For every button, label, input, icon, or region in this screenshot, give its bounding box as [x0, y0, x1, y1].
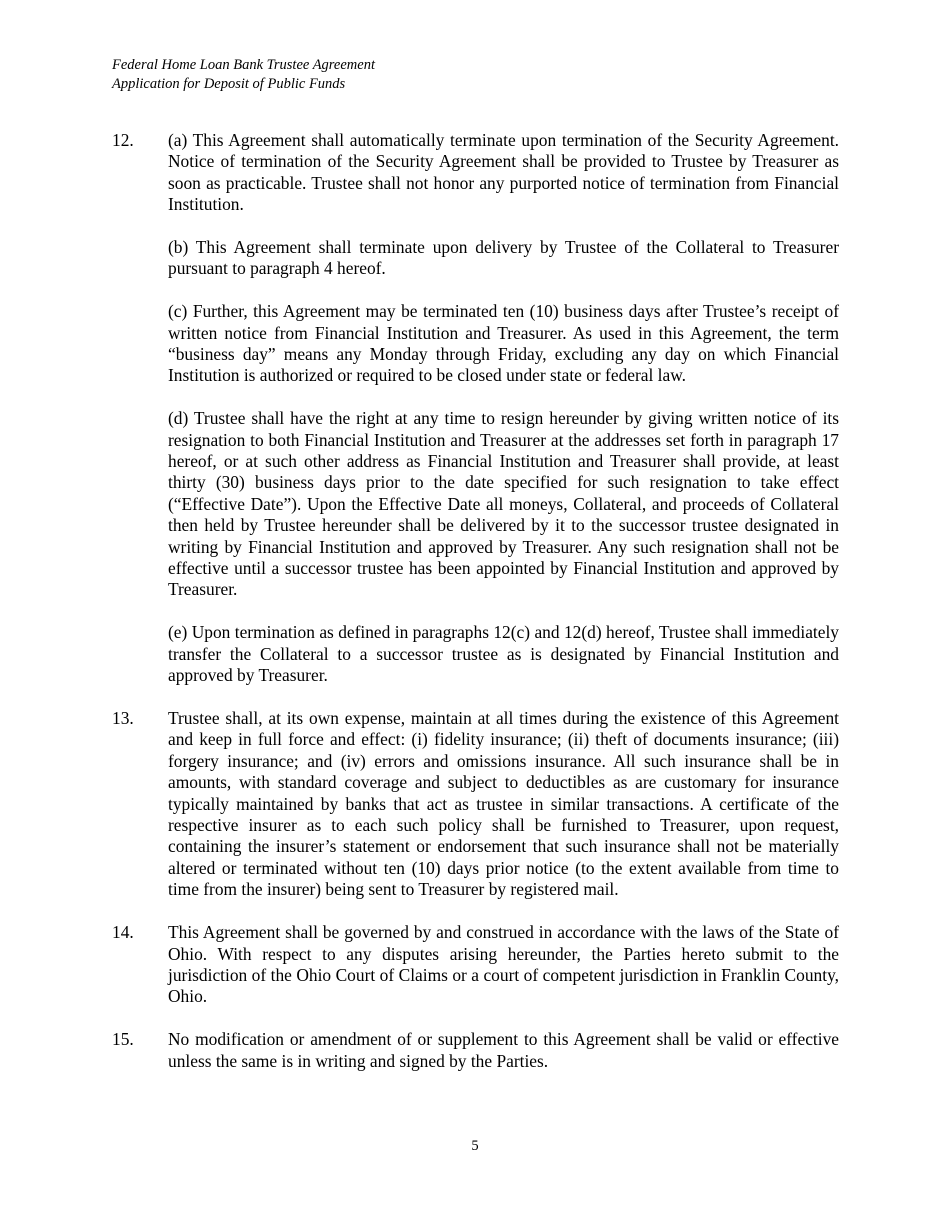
section-number: 13. [112, 708, 134, 728]
section-body [168, 708, 839, 901]
document-header [112, 56, 375, 93]
section-number: 12. [112, 130, 134, 150]
paragraph-12c: (c) Further, this Agreement may be terminated ten (10) business days after Trustee’s receipt of written notice from Financial Institution and Treasurer. As used in this Agreement, the term “business day” means any Monday through Friday, excluding any day on which Financial Institution is authorized or required to be closed under state or federal law. [168, 301, 839, 386]
section-body [168, 1029, 839, 1072]
page-number: 5 [471, 1138, 479, 1154]
paragraph-13: Trustee shall, at its own expense, maintain at all times during the existence of this Agreement and keep in full force and effect: (i) fidelity insurance; (ii) theft of documents insurance; (iii) forgery insurance; and (iv) errors and omissions insurance. All such insurance shall be in amounts, with standard coverage and subject to deductibles as are customary for insurance typically maintained by banks that act as trustee in similar transactions. A certificate of the respective insurer as to each such policy shall be furnished to Treasurer, upon request, containing the insurer’s statement or endorsement that such insurance shall not be materially altered or terminated without ten (10) days prior notice (to the extent available from time to time from the insurer) being sent to Treasurer by registered mail. [168, 708, 839, 900]
paragraph-12a: (a) This Agreement shall automatically terminate upon termination of the Security Agreement. Notice of termination of the Security Agreement shall be provided to Trustee by Treasurer as soon as practicable. Trustee shall not honor any purported notice of termination from Financial Institution. [168, 130, 839, 215]
section-13 [112, 708, 839, 901]
header-subtitle: Application for Deposit of Public Funds [112, 75, 346, 92]
paragraph-12d: (d) Trustee shall have the right at any time to resign hereunder by giving written notice of its resignation to both Financial Institution and Treasurer at the addresses set forth in paragraph 17 hereof, or at such other address as Financial Institution and Treasurer shall provide, at least thirty (30) business days prior to the date specified for such resignation to take effect (“Effective Date”). Upon the Effective Date all moneys, Collateral, and proceeds of Collateral then held by Trustee hereunder shall be delivered by it to the successor trustee designated in writing by Financial Institution and approved by Treasurer. Any such resignation shall not be effective until a successor trustee has been appointed by Financial Institution and approved by Treasurer. [168, 408, 839, 600]
document-body [112, 130, 839, 1094]
section-body [168, 130, 839, 687]
section-number: 15. [112, 1029, 134, 1050]
paragraph-14: This Agreement shall be governed by and construed in accordance with the laws of the State of Ohio. With respect to any disputes arising hereunder, the Parties hereto submit to the jurisdiction of the Ohio Court of Claims or a court of competent jurisdiction in Franklin County, Ohio. [168, 922, 839, 1007]
paragraph-15: No modification or amendment of or supplement to this Agreement shall be valid or effective unless the same is in writing and signed by the Parties. [168, 1029, 839, 1071]
header-title: Federal Home Loan Bank Trustee Agreement [112, 57, 375, 73]
section-14 [112, 922, 839, 1008]
section-number: 14. [112, 922, 134, 943]
paragraph-12e: (e) Upon termination as defined in paragraphs 12(c) and 12(d) hereof, Trustee shall immediately transfer the Collateral to a successor trustee as is designated by Financial Institution and approved by Treasurer. [168, 622, 839, 686]
section-12 [112, 130, 839, 687]
section-15 [112, 1029, 839, 1072]
section-body [168, 922, 839, 1008]
paragraph-12b: (b) This Agreement shall terminate upon delivery by Trustee of the Collateral to Treasurer pursuant to paragraph 4 hereof. [168, 237, 839, 279]
